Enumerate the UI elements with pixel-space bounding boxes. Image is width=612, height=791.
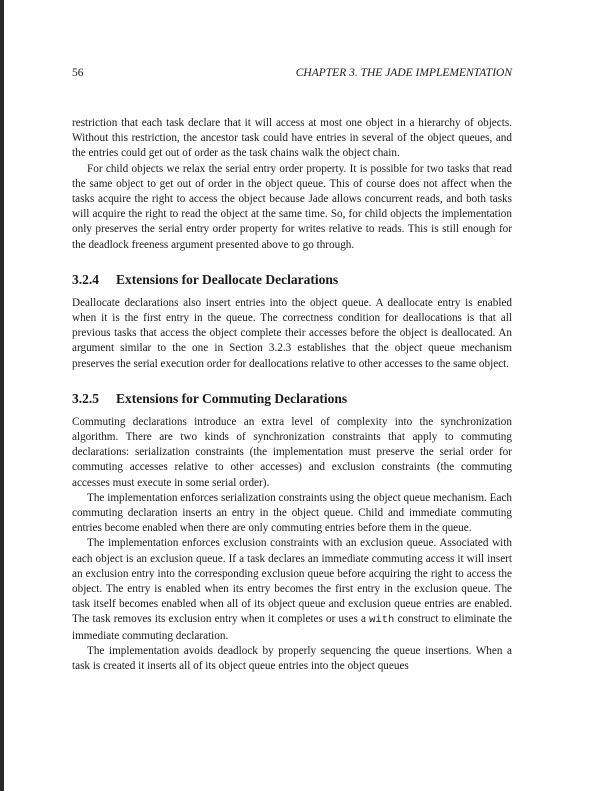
paragraph-text: construct to eliminate the immediate commuting declaration. (72, 613, 512, 642)
section-title: Extensions for Commuting Declarations (116, 390, 348, 406)
paragraph: The implementation enforces serialization constraints using the object queue mechanism. Each commuting declaration inserts an entry in the object queue. Child and immediate commuting entries become enabled when there are only commuting entries before them in the queue. (72, 491, 512, 535)
paragraph: restriction that each task declare that it will access at most one object in a hierarchy of objects. Without this restriction, the ancestor task could have entries in several of the object queues, and the entries could get out of order as the task chains walk the object chain. (72, 117, 512, 160)
section-title: Extensions for Deallocate Declarations (116, 271, 339, 287)
paragraph: Commuting declarations introduce an extra level of complexity into the synchronization algorithm. There are two kinds of synchronization constraints that apply to commuting declarations: serialization constraints (the implementation must preserve the serial order for commuting accesses relative to other accesses) and exclusion constraints (the commuting accesses must execute in some serial order). (72, 415, 512, 489)
chapter-title: CHAPTER 3. THE JADE IMPLEMENTATION (295, 67, 512, 79)
section-number: 3.2.4 (72, 271, 99, 287)
page-binding-edge (0, 0, 4, 791)
paragraph: Deallocate declarations also insert entries into the object queue. A deallocate entry is enabled when it is the first entry in the queue. The correctness condition for deallocations is that all previous tasks that access the object complete their accesses before the object is deallocated. An argument similar to the one in Section 3.2.3 establishes that the object queue mechanism preserves the serial execution order for deallocations relative to other accesses to the same object. (72, 296, 512, 370)
paragraph (72, 536, 512, 643)
section-heading-3-2-5 (72, 391, 512, 407)
code-keyword: with (369, 614, 395, 627)
page-number: 56 (72, 67, 84, 79)
paragraph: The implementation avoids deadlock by properly sequencing the queue insertions. When a task is created it inserts all of its object queue entries into the object queues (72, 644, 512, 673)
running-header (72, 66, 512, 80)
paragraph-text: The implementation enforces exclusion constraints with an exclusion queue. Associated with each object is an exclusion queue. If a task declares an immediate commuting access it will insert an exclusion entry into the corresponding exclusion queue before acquiring the right to access the object. The entry is enabled when its entry becomes the first entry in the exclusion queue. The task itself becomes enabled when all of its object queue and exclusion queue entries are enabled. The task removes its exclusion entry when it completes or uses a (72, 537, 512, 626)
section-heading-3-2-4 (72, 272, 512, 288)
paragraph: For child objects we relax the serial entry order property. It is possible for two tasks that read the same object to get out of order in the object queue. This of course does not affect when the tasks acquire the right to access the object because Jade allows concurrent reads, and both tasks will acquire the right to read the object at the same time. So, for child objects the implementation only preserves the serial entry order property for writes relative to reads. This is still enough for the deadlock freeness argument presented above to go through. (72, 162, 512, 251)
page-body (72, 116, 512, 674)
document-page (72, 66, 512, 674)
section-number: 3.2.5 (72, 390, 99, 406)
